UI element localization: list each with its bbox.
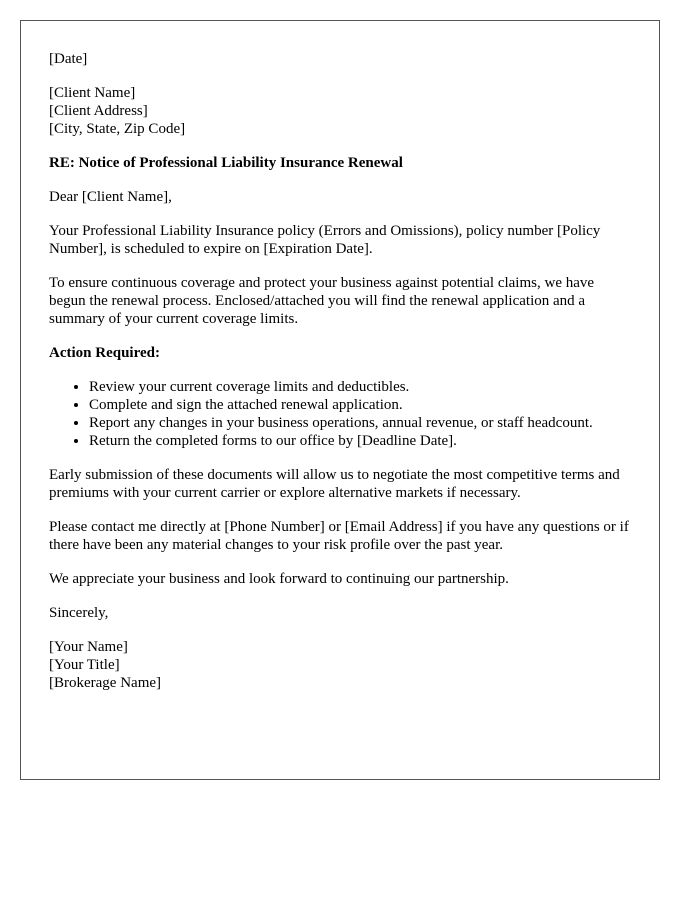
body-paragraph-renewal: To ensure continuous coverage and protect your business against potential claims, we have begun the renewal process. Enclosed/attached you will find the renewal application and a summary of your current coverage limits. — [49, 275, 595, 327]
sign-off: Sincerely, — [49, 605, 109, 621]
action-list-item: • Return the completed forms to our office by [Deadline Date]. — [89, 432, 631, 450]
signature-name: [Your Name] — [49, 639, 128, 655]
action-list-item: • Complete and sign the attached renewal application. — [89, 396, 631, 414]
signature-brokerage: [Brokerage Name] — [49, 675, 162, 691]
signature-title: [Your Title] — [49, 657, 120, 673]
letter-page — [20, 20, 660, 780]
body-paragraph-policy: Your Professional Liability Insurance policy (Errors and Omissions), policy number [Policy Number], is scheduled to expire on [Expiration Date]. — [49, 223, 601, 257]
body-paragraph-early-submission: Early submission of these documents will allow us to negotiate the most competitive terms and premiums with your current carrier or explore alternative markets if necessary. — [49, 467, 620, 501]
action-list — [49, 378, 631, 450]
recipient-city-state-zip: [City, State, Zip Code] — [49, 121, 186, 137]
recipient-address: [Client Address] — [49, 103, 148, 119]
action-list-item: • Report any changes in your business operations, annual revenue, or staff headcount. — [89, 414, 631, 432]
body-paragraph-appreciation: We appreciate your business and look forward to continuing our partnership. — [49, 571, 509, 587]
letter-date: [Date] — [49, 51, 88, 67]
action-required-heading: Action Required: — [49, 345, 160, 361]
action-list-item: • Review your current coverage limits and deductibles. — [89, 378, 631, 396]
recipient-name: [Client Name] — [49, 85, 136, 101]
letter-subject: RE: Notice of Professional Liability Insurance Renewal — [49, 155, 403, 171]
signature-block — [49, 638, 631, 692]
recipient-address-block — [49, 84, 631, 138]
salutation: Dear [Client Name], — [49, 189, 172, 205]
body-paragraph-contact: Please contact me directly at [Phone Number] or [Email Address] if you have any questions or if there have been any material changes to your risk profile over the past year. — [49, 519, 629, 553]
